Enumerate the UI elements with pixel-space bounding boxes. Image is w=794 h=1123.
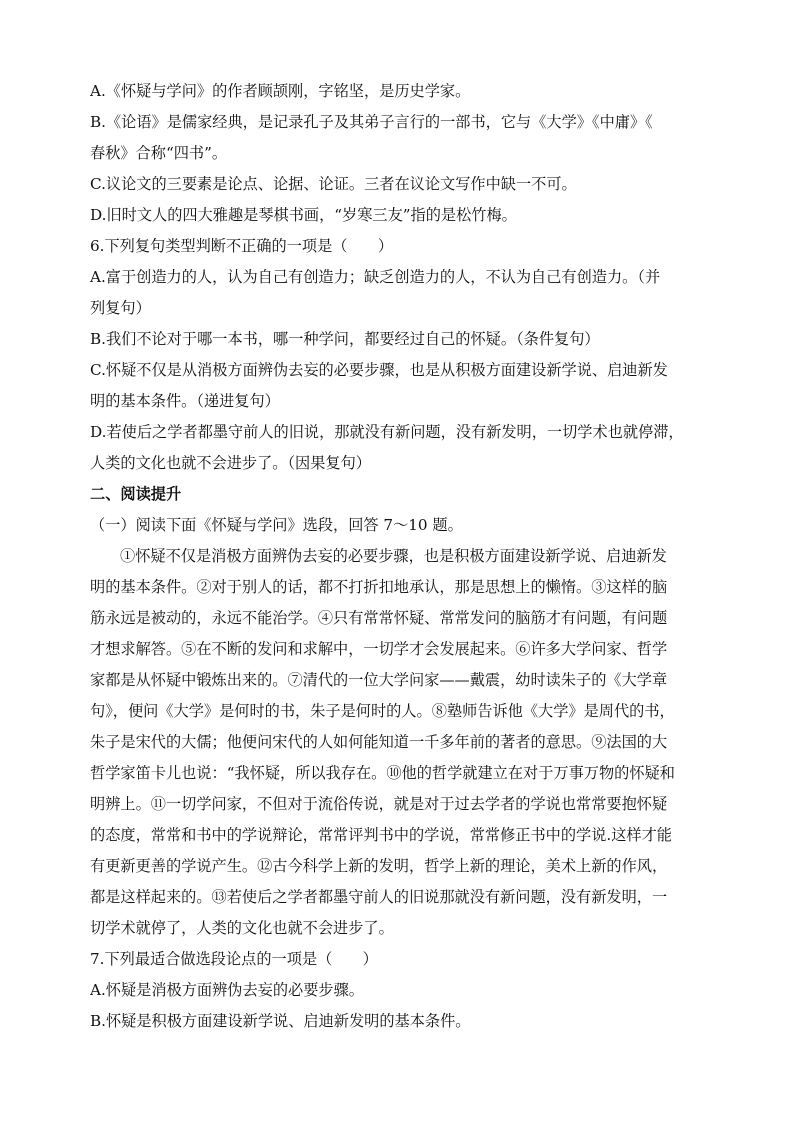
passage-line-10: 的态度，常常和书中的学说辩论，常常评判书中的学说，常常修正书中的学说.这样才能 (90, 826, 672, 844)
option-a-line: A.《怀疑与学问》的作者顾颉刚，字铭坚，是历史学家。 (90, 82, 471, 100)
q6-option-b-line: B.我们不论对于哪一本书，哪一种学问，都要经过自己的怀疑。（条件复句） (90, 330, 600, 348)
option-b-line-2: 春秋》合称“四书”。 (90, 144, 228, 162)
option-c-line: C.议论文的三要素是论点、论据、论证。三者在议论文写作中缺一不可。 (90, 175, 577, 193)
passage-line-1: ①怀疑不仅是消极方面辨伪去妄的必要步骤，也是积极方面建设新学说、启迪新发 (120, 547, 667, 565)
passage-line-3: 筋永远是被动的，永远不能治学。④只有常常怀疑、常常发问的脑筋才有问题，有问题 (90, 609, 668, 627)
passage-line-11: 有更新更善的学说产生。⑫古今科学上新的发明，哲学上新的理论，美术上新的作风， (90, 857, 668, 875)
q6-option-d-line-1: D.若使后之学者都墨守前人的旧说，那就没有新问题，没有新发明，一切学术也就停滞， (90, 423, 684, 441)
passage-line-12: 都是这样起来的。⑬若使后之学者都墨守前人的旧说那就没有新问题，没有新发明，一 (90, 888, 668, 906)
question-6: 6.下列复句类型判断不正确的一项是（ ） (90, 237, 394, 255)
q7-option-b: B.怀疑是积极方面建设新学说、启迪新发明的基本条件。 (90, 1012, 471, 1030)
passage-line-7: 朱子是宋代的大儒；他便问宋代的人如何能知道一千多年前的著者的意思。⑨法国的大 (90, 733, 668, 751)
section-heading: 二、阅读提升 (90, 485, 182, 503)
question-7: 7.下列最适合做选段论点的一项是（ ） (90, 950, 378, 968)
q6-option-c-line-1: C.怀疑不仅是从消极方面辨伪去妄的必要步骤，也是从积极方面建设新学说、启迪新发 (90, 361, 668, 379)
passage-line-9: 明辨上。⑪一切学问家，不但对于流俗传说，就是对于过去学者的学说也常常要抱怀疑 (90, 795, 668, 813)
passage-line-13: 切学术就停了，人类的文化也就不会进步了。 (90, 919, 394, 937)
passage-line-6: 句》，便问《大学》是何时的书，朱子是何时的人。⑧塾师告诉他《大学》是周代的书， (90, 702, 675, 720)
q6-option-a-line-2: 列复句） (90, 299, 151, 317)
document-page (90, 76, 706, 1037)
passage-line-5: 家都是从怀疑中锻炼出来的。⑦清代的一位大学问家——戴震，幼时读朱子的《大学章 (90, 671, 668, 689)
passage-line-2: 明的基本条件。②对于别人的话，都不打折扣地承认，那是思想上的懒惰。③这样的脑 (90, 578, 668, 596)
reading-instruction: （一）阅读下面《怀疑与学问》选段，回答 7～10 题。 (90, 516, 463, 534)
option-b-line-1: B.《论语》是儒家经典，是记录孔子及其弟子言行的一部书，它与《大学》《中庸》《 (90, 113, 653, 131)
q6-option-a-line-1: A.富于创造力的人，认为自己有创造力；缺乏创造力的人，不认为自己有创造力。（并 (90, 268, 661, 286)
q7-option-a: A.怀疑是消极方面辨伪去妄的必要步骤。 (90, 981, 364, 999)
passage-line-8: 哲学家笛卡儿也说：“我怀疑，所以我存在。⑩他的哲学就建立在对于万事万物的怀疑和 (90, 764, 675, 782)
passage-line-4: 才想求解答。⑤在不断的发问和求解中，一切学才会发展起来。⑥许多大学问家、哲学 (90, 640, 668, 658)
q6-option-c-line-2: 明的基本条件。（递进复句） (90, 392, 280, 410)
option-d-line: D.旧时文人的四大雅趣是琴棋书画，“岁寒三友”指的是松竹梅。 (90, 206, 517, 224)
q6-option-d-line-2: 人类的文化也就不会进步了。（因果复句） (90, 454, 371, 472)
